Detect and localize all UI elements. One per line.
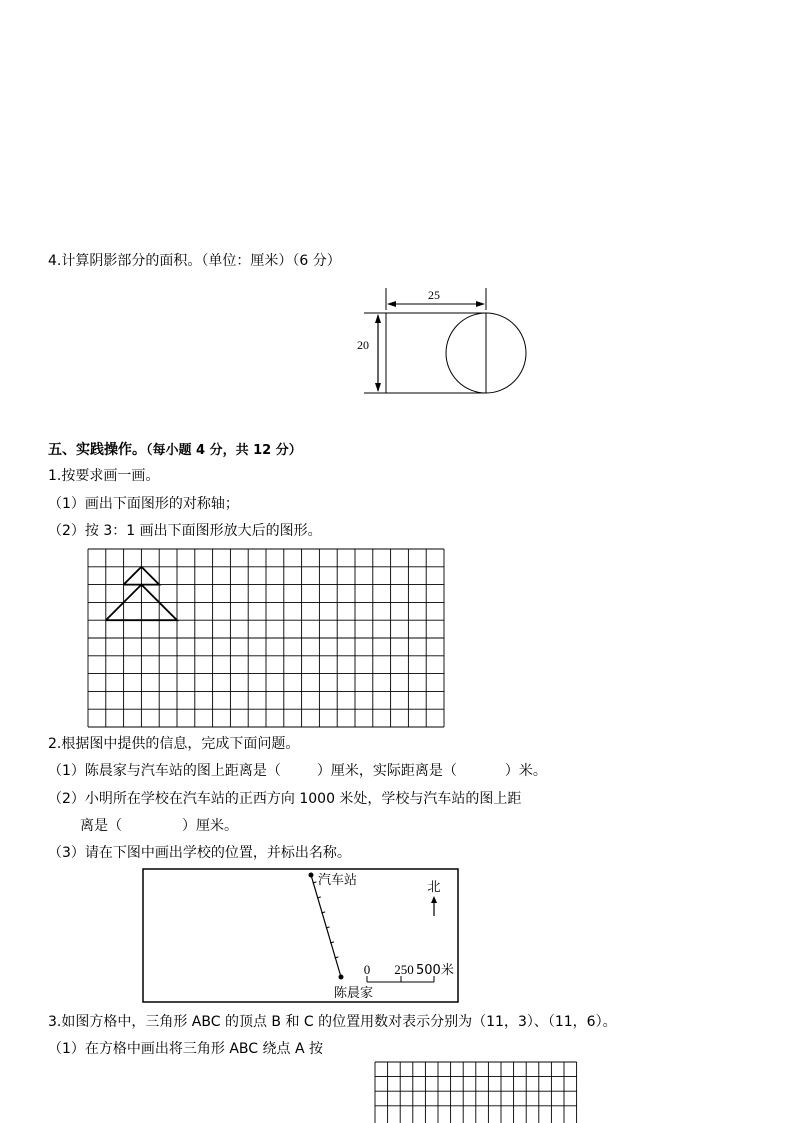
north-label: 北 [427, 880, 441, 895]
map-figure [140, 866, 462, 1006]
q3-title: 3.如图方格中，三角形 ABC 的顶点 B 和 C 的位置用数对表示分别为（11，3）、（11，6）。 [48, 1014, 617, 1030]
q2-part2-line1: （2）小明所在学校在汽车站的正西方向 1000 米处，学校与汽车站的图上距 [48, 791, 522, 807]
scale-250: 250 [394, 962, 414, 977]
q1-part2: （2）按 3：1 画出下面图形放大后的图形。 [48, 523, 322, 539]
rotation-grid [374, 1061, 580, 1123]
q2-part3: （3）请在下图中画出学校的位置，并标出名称。 [48, 845, 351, 861]
section-score-note: （每小题 4 分，共 12 分） [146, 443, 302, 458]
drawing-grid [87, 548, 447, 728]
q2-part2-b: ）厘米。 [182, 818, 238, 834]
q2-part1-c: ）米。 [504, 763, 547, 779]
q4-figure [350, 282, 540, 400]
q2-part1-a: （1）陈晨家与汽车站的图上距离是（ [48, 763, 281, 779]
q2-part2-a: 离是（ [80, 818, 122, 834]
q1-title: 1.按要求画一画。 [48, 468, 160, 484]
scale-0: 0 [363, 962, 371, 977]
section-heading: 五、实践操作。 [48, 442, 146, 458]
width-label: 25 [428, 288, 440, 302]
q2-part1 [48, 762, 547, 780]
q2-part2-line2 [80, 817, 238, 835]
scale-500: 500米 [416, 963, 454, 978]
home-point [339, 975, 344, 980]
station-label: 汽车站 [318, 873, 358, 888]
q1-part1: （1）画出下面图形的对称轴； [48, 496, 239, 512]
q3-part1: （1）在方格中画出将三角形 ABC 绕点 A 按 [48, 1041, 323, 1057]
home-label: 陈晨家 [334, 986, 374, 1001]
q2-part1-b: ）厘米，实际距离是（ [316, 763, 457, 779]
height-label: 20 [357, 338, 369, 352]
q4-title: 4.计算阴影部分的面积。（单位：厘米）（6 分） [48, 253, 341, 269]
q2-title: 2.根据图中提供的信息，完成下面问题。 [48, 736, 300, 752]
station-point [309, 873, 314, 878]
section-title [48, 441, 302, 460]
